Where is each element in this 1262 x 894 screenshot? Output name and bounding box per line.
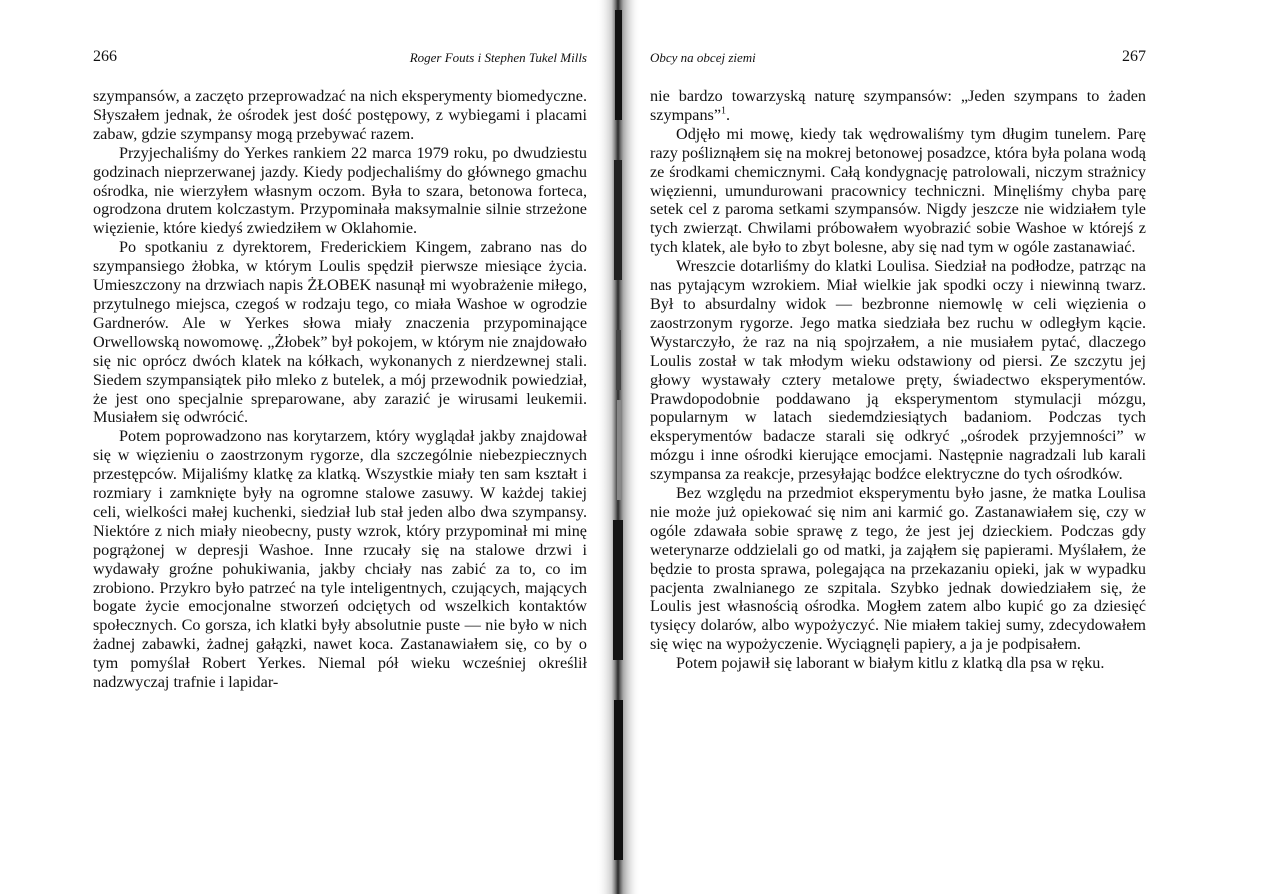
paragraph: Wreszcie dotarliśmy do klatki Loulisa. Siedział na podłodze, patrząc na nas pytającym wzrokiem. Miał wielkie jak spodki oczy i niewinną twarz. Był to absurdalny widok — bezbronne niemowlę w celi więzienia o zaostrzonym rygorze. Jego matka siedziała bez ruchu w odległym kącie. Wystarczyło, że raz na nią spojrzałem, a nie musiałem pytać, dlaczego Loulis został w tak młodym wieku odstawiony od piersi. Ze szczytu jej głowy wystawały cztery metalowe pręty, świadectwo eksperymentów. Prawdopodobnie poddawano ją eksperymentom stymulacji mózgu, popularnym w latach siedemdziesiątych badaniom. Podczas tych eksperymentów badacze starali się odkryć „ośrodek przyjemności” w mózgu i inne ośrodki kierujące emocjami. Następnie nagradzali lub karali szympansa za reakcje, przesyłając bodźce elektryczne do tych ośrodków. <box>650 257 1146 484</box>
footnote-marker: 1 <box>721 105 727 117</box>
paragraph-tail: . <box>726 105 731 124</box>
paragraph-text: nie bardzo towarzyską naturę szympansów: „Jeden szympans to żaden szympans” <box>650 87 1146 124</box>
left-page-header <box>93 48 587 68</box>
right-page-header <box>650 48 1146 68</box>
paragraph: Bez względu na przedmiot eksperymentu było jasne, że matka Loulisa nie może już opiekować się nim ani karmić go. Zastanawiałem się, czy w ogóle zdawała sobie sprawę z tego, że jest jej dzieckiem. Podczas gdy weterynarze oddzielali go od matki, ja zająłem się papierami. Myślałem, że będzie to prosta sprawa, polegająca na przekazaniu opieki, jak w wypadku pacjenta zwalnianego ze szpitala. Szybko jednak dowiedziałem się, że Loulis jest własnością ośrodka. Mogłem zatem albo kupić go za dziesięć tysięcy dolarów, albo wypożyczyć. Nie miałem takiej sumy, zdecydowałem się więc na wypożyczenie. Wyciągnęli papiery, a ja je podpisałem. <box>650 484 1146 654</box>
page-number-left: 266 <box>93 48 117 65</box>
paragraph: Odjęło mi mowę, kiedy tak wędrowaliśmy tym długim tunelem. Parę razy pośliznąłem się na mokrej betonowej posadzce, która była polana wodą ze środkami chemicznymi. Całą kondygnację patrolowali, niczym strażnicy więzienni, umundurowani pracownicy techniczni. Minęliśmy chyba parę setek cel z paroma setkami szympansów. Nigdy jeszcze nie widziałem tyle tych zwierząt. Chwilami próbowałem wyobrazić sobie Washoe w którejś z tych klatek, ale było to zbyt bolesne, aby się nad tym w ogóle zastanawiać. <box>650 124 1146 257</box>
running-head-right: Obcy na obcej ziemi <box>650 50 756 65</box>
left-page-body <box>93 87 587 692</box>
paragraph: Przyjechaliśmy do Yerkes rankiem 22 marca 1979 roku, po dwudziestu godzinach nieprzerwanej jazdy. Kiedy podjechaliśmy do głównego gmachu ośrodka, nie wierzyłem własnym oczom. Była to szara, betonowa forteca, ogrodzona drutem kolczastym. Przypominała maksymalnie silnie strzeżone więzienie, które kiedyś zwiedziłem w Oklahomie. <box>93 143 587 238</box>
left-page <box>0 0 620 894</box>
paragraph: Potem poprowadzono nas korytarzem, który wyglądał jakby znajdował się w więzieniu o zaostrzonym rygorze, dla szczególnie niebezpiecznych przestępców. Mijaliśmy klatkę za klatką. Wszystkie miały ten sam kształt i rozmiary i zamknięte były na ogromne stalowe zasuwy. W każdej takiej celi, wielkości małej kuchenki, siedział lub stał jeden albo dwa szympansy. Niektóre z nich miały nieobecny, pusty wzrok, który przypominał mi minę pogrążonej w depresji Washoe. Inne rzucały się na stalowe drzwi i wydawały groźne pohukiwania, jakby chciały nas zabić za to, co im zrobiono. Przykro było patrzeć na tyle inteligentnych, czujących, mających bogate życie emocjonalne stworzeń odciętych od wszelkich kontaktów społecznych. Co gorsza, ich klatki były absolutnie puste — nie było w nich żadnej zabawki, żadnej gałązki, nawet koca. Zastanawiałem się, co by o tym pomyślał Robert Yerkes. Niemal pół wieku wcześniej określił nadzwyczaj trafnie i lapidar- <box>93 427 587 692</box>
paragraph <box>650 87 1146 125</box>
right-page-body <box>650 87 1146 673</box>
running-head-left: Roger Fouts i Stephen Tukel Mills <box>409 50 587 65</box>
page-number-right: 267 <box>1122 48 1146 65</box>
paragraph: szympansów, a zaczęto przeprowadzać na nich eksperymenty biomedyczne. Słyszałem jednak, że ośrodek jest dość postępowy, z wybiegami i placami zabaw, gdzie szympansy mogą przebywać razem. <box>93 87 587 143</box>
paragraph: Po spotkaniu z dyrektorem, Frederickiem Kingem, zabrano nas do szympansiego żłobka, w którym Loulis spędził pierwsze miesiące życia. Umieszczony na drzwiach napis ŻŁOBEK nasunął mi wyobrażenie miłego, przytulnego miejsca, czegoś w rodzaju tego, co miała Washoe w ogrodzie Gardnerów. Ale w Yerkes słowa miały znaczenia przypominające Orwellowską nowomowę. „Żłobek” był pokojem, w którym nie znajdowało się nic oprócz dwóch klatek na kółkach, wykonanych z nierdzewnej stali. Siedem szympansiątek piło mleko z butelek, a mój przewodnik powiedział, że jest ono specjalnie spreparowane, aby zarazić je wirusami leukemii. Musiałem się odwrócić. <box>93 238 587 427</box>
paragraph: Potem pojawił się laborant w białym kitlu z klatką dla psa w ręku. <box>676 654 1105 673</box>
right-page <box>620 0 1262 894</box>
